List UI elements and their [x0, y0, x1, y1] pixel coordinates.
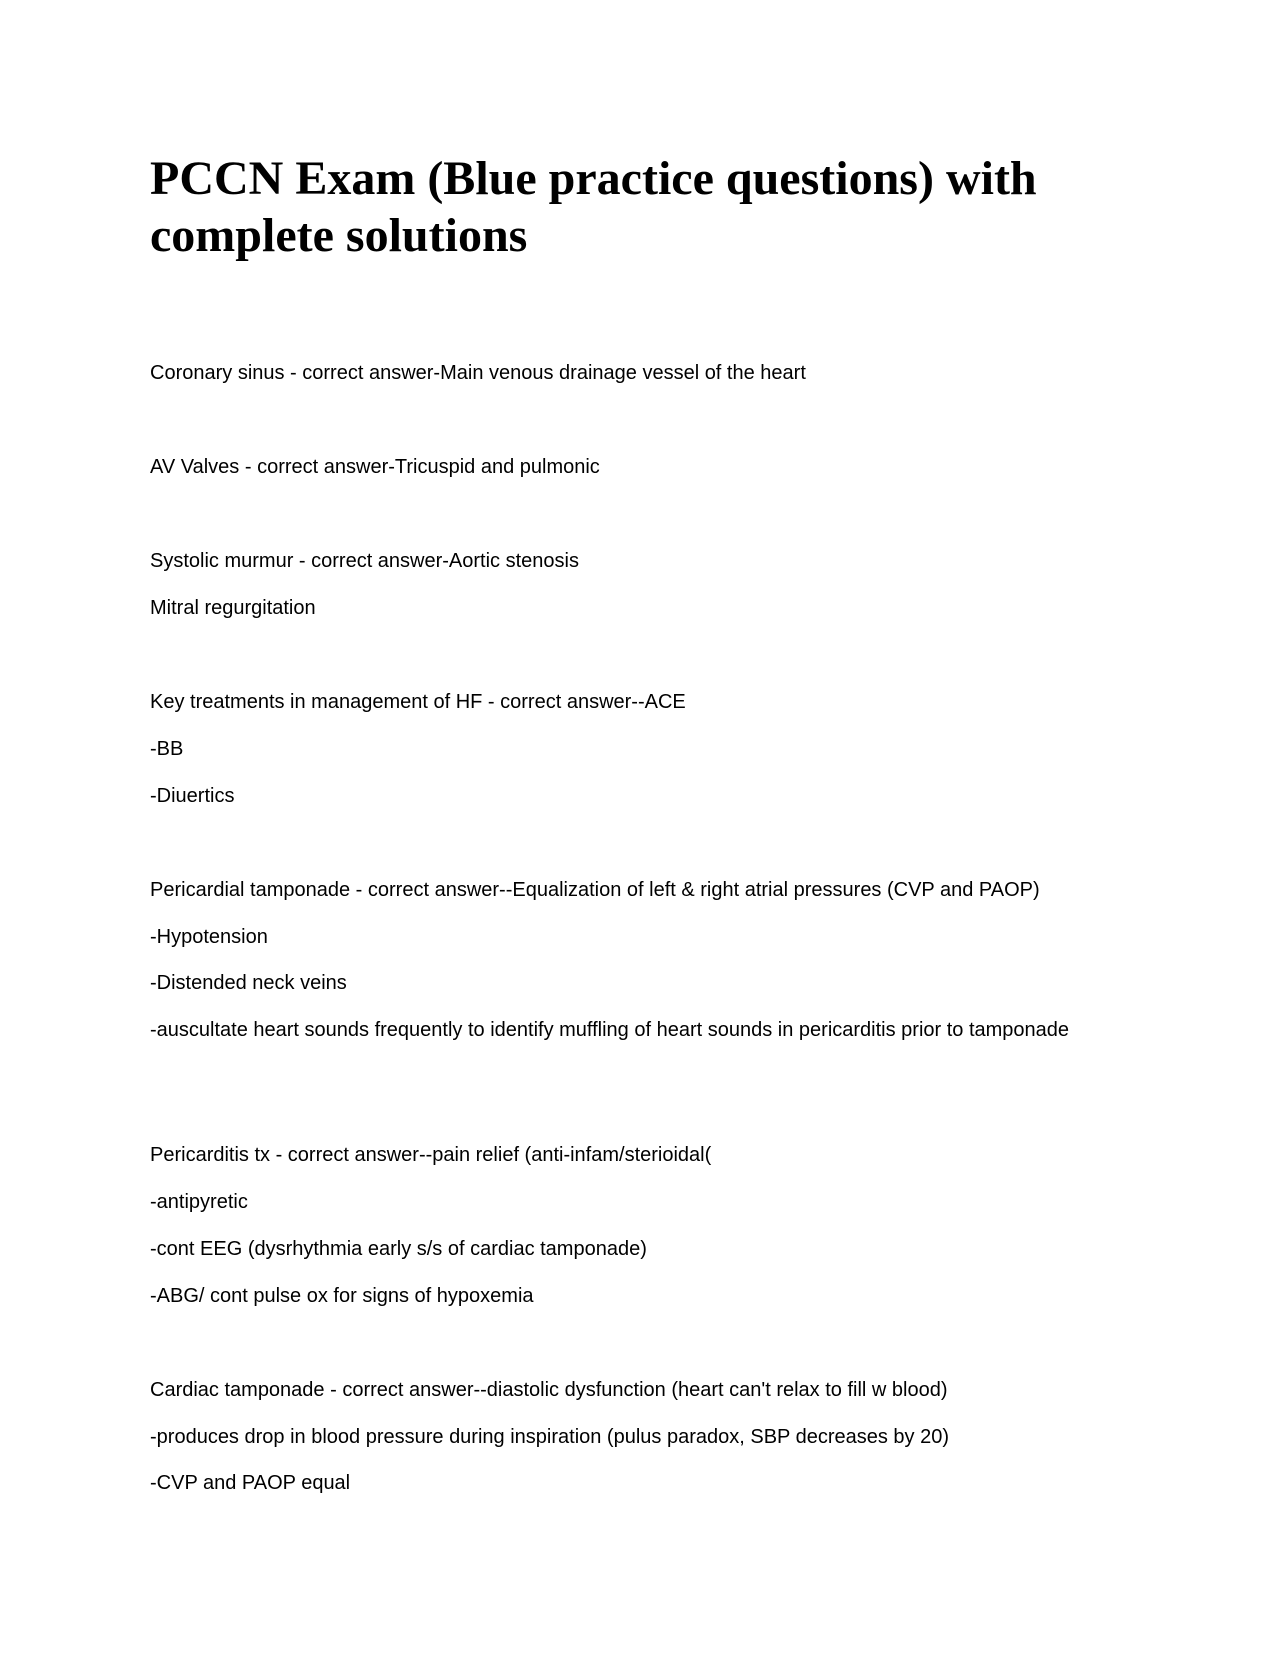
qa-line: -BB: [150, 738, 184, 760]
qa-line: -produces drop in blood pressure during inspiration (pulus paradox, SBP decreases by 20): [150, 1426, 949, 1448]
qa-line: -ABG/ cont pulse ox for signs of hypoxemia: [150, 1285, 534, 1307]
qa-line: Pericarditis tx - correct answer--pain relief (anti-infam/sterioidal(: [150, 1144, 712, 1166]
qa-line: Coronary sinus - correct answer-Main venous drainage vessel of the heart: [150, 362, 806, 384]
document-page: [150, 0, 1080, 1656]
qa-line: Cardiac tamponade - correct answer--diastolic dysfunction (heart can't relax to fill w blood): [150, 1379, 948, 1401]
qa-line: -Distended neck veins: [150, 972, 347, 994]
qa-line: Systolic murmur - correct answer-Aortic stenosis: [150, 550, 579, 572]
qa-line: -Diuertics: [150, 785, 235, 807]
qa-line: -CVP and PAOP equal: [150, 1472, 351, 1494]
qa-line: Mitral regurgitation: [150, 597, 316, 619]
qa-line: Pericardial tamponade - correct answer--Equalization of left & right atrial pressures (CVP and PAOP): [150, 879, 1040, 901]
qa-line: Key treatments in management of HF - correct answer--ACE: [150, 691, 686, 713]
qa-line: -auscultate heart sounds frequently to identify muffling of heart sounds in pericarditis prior to tamponade: [150, 1019, 1070, 1041]
qa-line: -cont EEG (dysrhythmia early s/s of cardiac tamponade): [150, 1238, 647, 1260]
qa-line: -Hypotension: [150, 926, 268, 948]
qa-line: -antipyretic: [150, 1191, 248, 1213]
document-title: PCCN Exam (Blue practice questions) with complete solutions: [150, 152, 1037, 262]
qa-line: AV Valves - correct answer-Tricuspid and pulmonic: [150, 456, 600, 478]
